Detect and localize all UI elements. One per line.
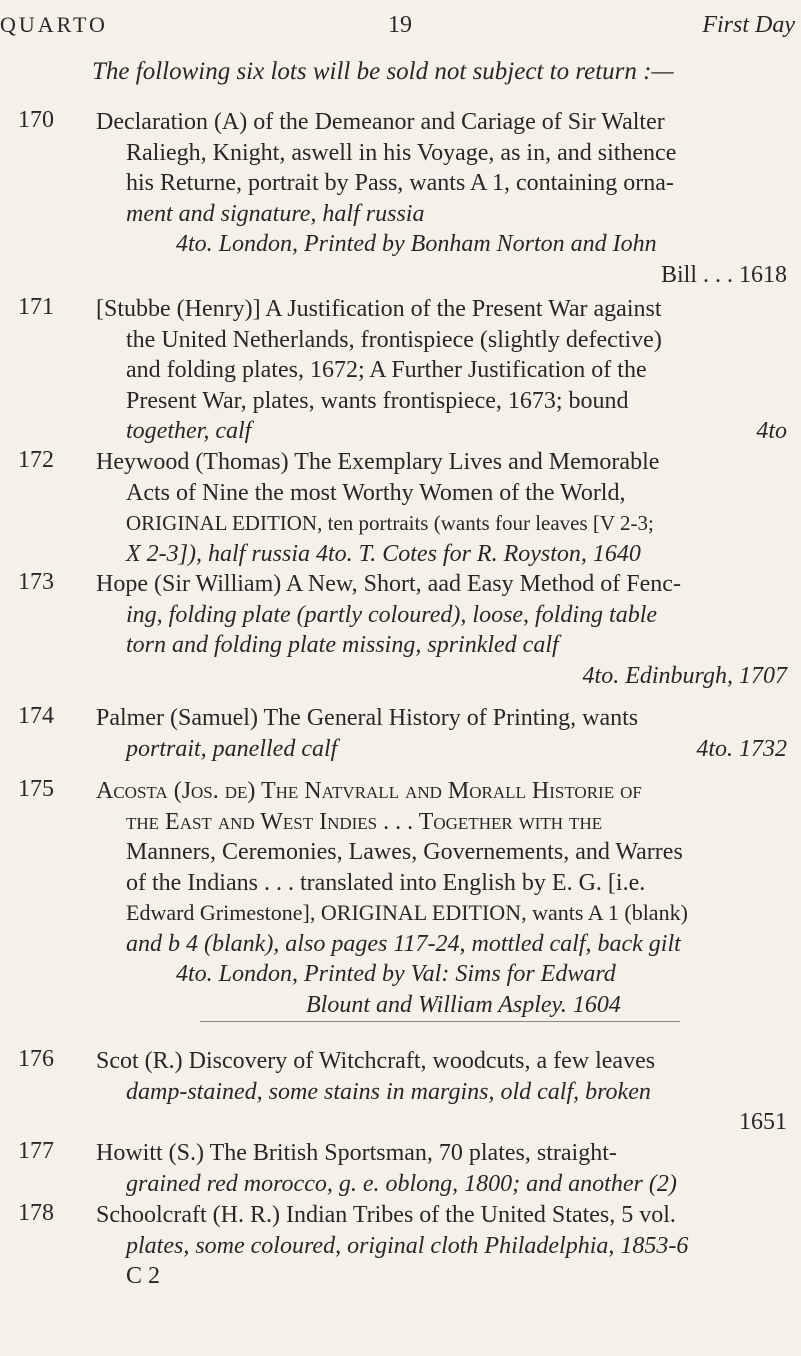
lot-line: Manners, Ceremonies, Lawes, Governements, and Warres xyxy=(126,839,683,865)
lot-line: Declaration (A) of the Demeanor and Cariage of Sir Walter xyxy=(96,109,665,135)
lot-description xyxy=(96,447,787,569)
lot-description xyxy=(96,1138,787,1199)
section-divider xyxy=(200,1021,680,1022)
lot-line: Heywood (Thomas) The Exemplary Lives and Memorable xyxy=(96,449,660,475)
lot-number: 173 xyxy=(18,569,54,595)
lot-line: Schoolcraft (H. R.) Indian Tribes of the United States, 5 vol. xyxy=(96,1202,676,1228)
running-head-format: QUARTO xyxy=(0,12,108,37)
page-number: 19 xyxy=(388,12,412,38)
lot-line: Hope (Sir William) A New, Short, aad Easy Method of Fenc- xyxy=(96,571,681,597)
lot-line: torn and folding plate missing, sprinkled calf xyxy=(126,632,559,658)
lot-description xyxy=(96,703,787,764)
lot-line: Howitt (S.) The British Sportsman, 70 plates, straight- xyxy=(96,1140,617,1166)
signature-mark: C 2 xyxy=(126,1263,161,1289)
lot-line: grained red morocco, g. e. oblong, 1800; and another (2) xyxy=(126,1170,677,1197)
lot-line: Acts of Nine the most Worthy Women of the World, xyxy=(126,479,626,506)
lot-line: Present War, plates, wants frontispiece, 1673; bound xyxy=(126,387,629,414)
lot-line: 4to. 1732 xyxy=(696,735,787,762)
lot-line: Raliegh, Knight, aswell in his Voyage, as in, and sithence xyxy=(126,139,677,166)
lot-line: Bill . . . 1618 xyxy=(660,261,787,288)
lot-line: 4to. London, Printed by Bonham Norton and Iohn xyxy=(176,231,657,257)
lot-description xyxy=(96,1046,787,1138)
lot-line: plates, some coloured, original cloth Philadelphia, 1853-6 xyxy=(126,1232,689,1259)
lot-line: 1651 xyxy=(739,1109,787,1135)
section-intro: The following six lots will be sold not subject to return :— xyxy=(92,58,674,85)
lot-line: and b 4 (blank), also pages 117-24, mottled calf, back gilt xyxy=(126,930,681,957)
lot-line: and folding plates, 1672; A Further Justification of the xyxy=(126,357,647,383)
lot-line: together, calf xyxy=(126,418,252,444)
lot-number: 178 xyxy=(18,1200,54,1226)
lot-line: [Stubbe (Henry)] A Justification of the Present War against xyxy=(96,296,662,322)
page-header xyxy=(0,12,801,46)
lot-line: his Returne, portrait by Pass, wants A 1, containing orna- xyxy=(126,170,674,196)
lot-line: Blount and William Aspley. 1604 xyxy=(306,991,621,1018)
lot-number: 175 xyxy=(18,776,54,802)
lot-number: 176 xyxy=(18,1046,54,1072)
running-head-day: First Day xyxy=(702,12,795,38)
lot-line: ment and signature, half russia xyxy=(126,200,425,227)
lot-line: damp-stained, some stains in margins, old calf, broken xyxy=(126,1078,651,1105)
lot-description xyxy=(96,107,787,290)
lot-number: 172 xyxy=(18,447,54,473)
lot-line: of the Indians . . . translated into English by E. G. [i.e. xyxy=(126,869,646,896)
lot-number: 171 xyxy=(18,294,54,320)
lot-number: 177 xyxy=(18,1138,54,1164)
lot-description xyxy=(96,1200,787,1292)
lot-line: the United Netherlands, frontispiece (slightly defective) xyxy=(126,326,662,353)
lot-line: the East and West Indies . . . Together with the xyxy=(126,808,603,835)
lot-description xyxy=(96,294,787,447)
lot-line: 4to xyxy=(756,418,787,444)
lot-line: 4to. Edinburgh, 1707 xyxy=(582,662,787,689)
lot-line: ing, folding plate (partly coloured), loose, folding table xyxy=(126,601,658,628)
lot-number: 170 xyxy=(18,107,54,133)
lot-description xyxy=(96,569,787,691)
lot-line: X 2-3]), half russia 4to. T. Cotes for R. Royston, 1640 xyxy=(126,540,641,567)
lot-description xyxy=(96,776,787,1020)
lot-line: ORIGINAL EDITION, ten portraits (wants four leaves [V 2-3; xyxy=(126,511,654,535)
lot-number: 174 xyxy=(18,703,54,729)
lot-line: portrait, panelled calf xyxy=(126,735,338,762)
lot-line: 4to. London, Printed by Val: Sims for Edward xyxy=(176,961,616,987)
lot-line: Edward Grimestone], ORIGINAL EDITION, wants A 1 (blank) xyxy=(126,900,688,925)
lot-line: Scot (R.) Discovery of Witchcraft, woodcuts, a few leaves xyxy=(96,1048,656,1074)
lot-line: Acosta (Jos. de) The Natvrall and Morall Historie of xyxy=(96,778,642,804)
lot-line: Palmer (Samuel) The General History of Printing, wants xyxy=(96,705,639,731)
